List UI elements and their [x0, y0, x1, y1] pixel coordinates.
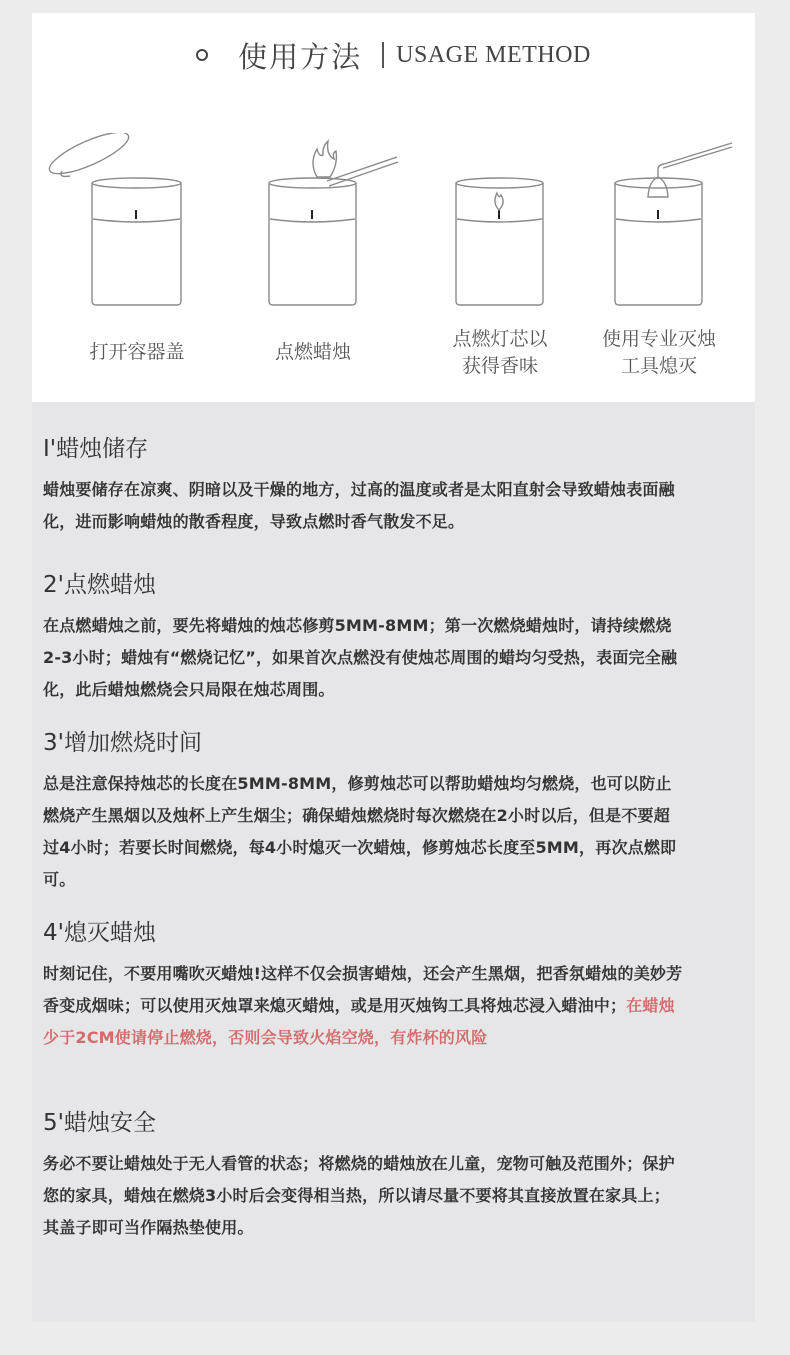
- warning-text: 在蜡烛少于2CM使请停止燃烧，否则会导致火焰空烧，有炸杯的风险: [43, 996, 675, 1047]
- section-text: 在点燃蜡烛之前，要先将蜡烛的烛芯修剪5MM-8MM；第一次燃烧蜡烛时，请持续燃烧2-3小时；蜡烛有“燃烧记忆”，如果首次点燃没有使烛芯周围的蜡均匀受热，表面完全融化，此后蜡烛燃烧会只局限在烛芯周围。: [43, 616, 678, 699]
- section-text: 总是注意保持烛芯的长度在5MM-8MM，修剪烛芯可以帮助蜡烛均匀燃烧，也可以防止燃烧产生黑烟以及烛杯上产生烟尘；确保蜡烛燃烧时每次燃烧在2小时以后，但是不要超过4小时；若要长时间燃烧，每4小时熄灭一次蜡烛，修剪烛芯长度至5MM，再次点燃即可。: [43, 774, 677, 889]
- step-label-3: [420, 326, 580, 380]
- heading-divider: [382, 42, 384, 68]
- step-label-4: [579, 326, 739, 380]
- section-storage: [43, 432, 683, 538]
- step-label-3-line2: 获得香味: [461, 355, 538, 377]
- step-label-1: 打开容器盖: [89, 341, 185, 363]
- section-burn-time: [43, 726, 683, 896]
- step-label-4-line1: 使用专业灭烛: [601, 328, 716, 350]
- section-title: 5'蜡烛安全: [43, 1110, 156, 1136]
- candle-lighting-icon: [269, 141, 398, 305]
- circle-bullet-icon: [196, 49, 208, 61]
- step-label-4-line2: 工具熄灭: [620, 355, 697, 377]
- section-text: 蜡烛要储存在凉爽、阴暗以及干燥的地方，过高的温度或者是太阳直射会导致蜡烛表面融化，进而影响蜡烛的散香程度，导致点燃时香气散发不足。: [43, 480, 675, 531]
- section-safety: [43, 1106, 683, 1244]
- step-label-2: 点燃蜡烛: [274, 341, 351, 363]
- section-heading: [32, 35, 755, 75]
- heading-title-en: USAGE METHOD: [396, 41, 591, 68]
- section-title: 4'熄灭蜡烛: [43, 920, 156, 946]
- candle-lid-open-icon: [45, 133, 181, 305]
- section-title: 3'增加燃烧时间: [43, 730, 202, 756]
- section-text: 时刻记住，不要用嘴吹灭蜡烛!这样不仅会损害蜡烛，还会产生黑烟，把香氛蜡烛的美妙芳香变成烟味；可以使用灭烛罩来熄灭蜡烛，或是用灭烛钩工具将烛芯浸入蜡油中；: [43, 964, 683, 1015]
- section-title: 2'点燃蜡烛: [43, 572, 156, 598]
- usage-illustration-panel: [32, 13, 755, 402]
- step-label-3-line1: 点燃灯芯以: [452, 328, 548, 350]
- candle-burning-icon: [456, 178, 543, 305]
- usage-steps-illustration: [32, 133, 755, 313]
- candle-snuffer-icon: [615, 143, 732, 305]
- section-text-wrapper: [43, 958, 683, 1054]
- section-extinguish: [43, 916, 683, 1054]
- section-lighting: [43, 568, 683, 706]
- section-title: I'蜡烛储存: [43, 436, 149, 462]
- heading-title-zh: 使用方法: [238, 39, 363, 74]
- section-text: 务必不要让蜡烛处于无人看管的状态；将燃烧的蜡烛放在儿童，宠物可触及范围外；保护您的家具，蜡烛在燃烧3小时后会变得相当热，所以请尽量不要将其直接放置在家具上；其盖子即可当作隔热垫使用。: [43, 1154, 675, 1237]
